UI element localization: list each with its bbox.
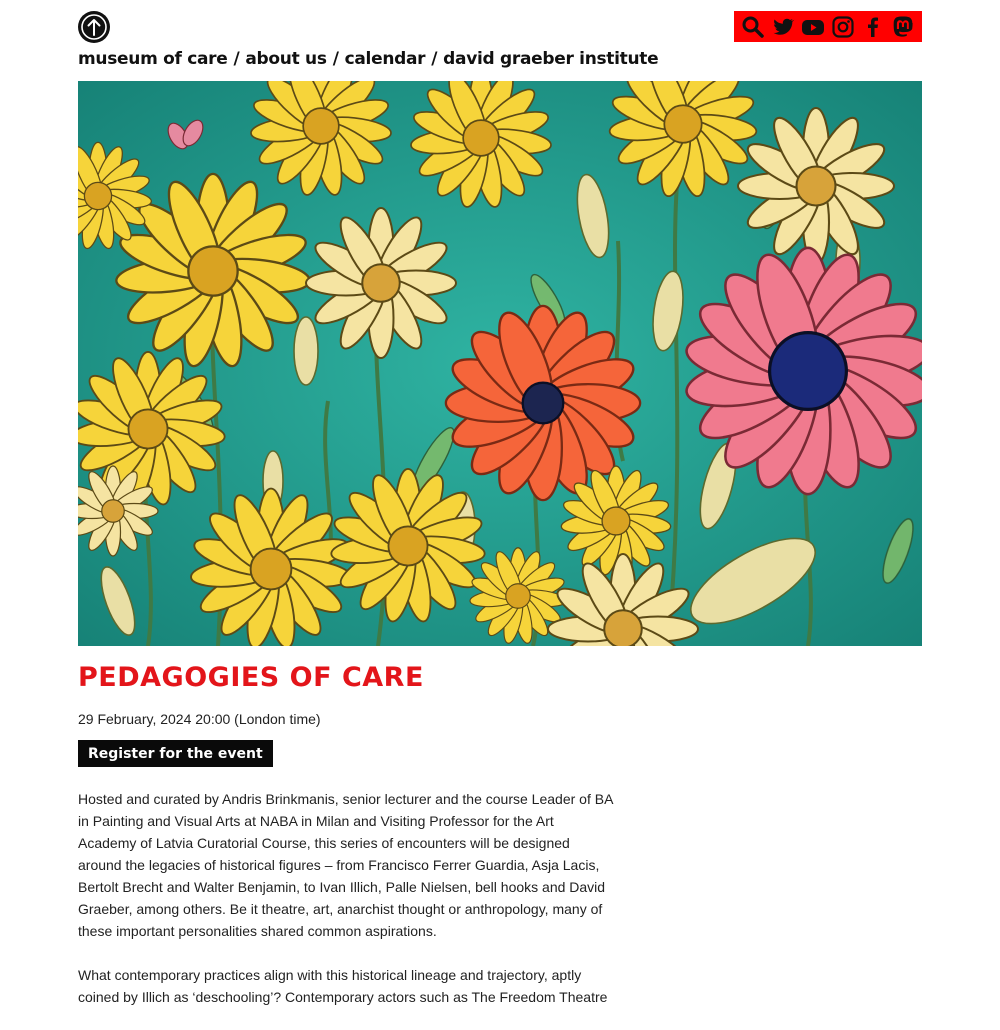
nav-david-graeber-institute[interactable]: david graeber institute [443, 49, 659, 69]
logo-home-button[interactable] [78, 11, 110, 43]
nav-museum-of-care[interactable]: museum of care [78, 49, 228, 69]
paragraph: What contemporary practices align with this historical lineage and trajectory, aptly coined by Illich as ‘deschooling’? Contemporary actors such as The Freedom Theatre [78, 967, 608, 1005]
register-button[interactable]: Register for the event [78, 740, 273, 767]
paragraph: Hosted and curated by Andris Brinkmanis, senior lecturer and the course Leader of BA in Painting and Visual Arts at NABA in Milan and Visiting Professor for the Art Academy of Latvia Curatorial Course, this series of encounters will be designed around the legacies of historical figures – from Francisco Ferrer Guardia, Asja Lacis, Bertolt Brecht and Walter Benjamin, to Ivan Illich, Palle Nielsen, bell hooks and David Graeber, among others. Be it theatre, art, anarchist thought or anthropology, many of these important personalities shared common aspirations. [78, 791, 613, 939]
nav-about-us[interactable]: about us [245, 49, 327, 69]
breadcrumb-separator: / [431, 49, 438, 69]
nav-calendar[interactable]: calendar [344, 49, 426, 69]
page-title: PEDAGOGIES OF CARE [78, 662, 424, 693]
twitter-icon[interactable] [771, 15, 795, 39]
hero-image [78, 81, 922, 646]
facebook-icon[interactable] [861, 15, 885, 39]
breadcrumb-separator: / [233, 49, 240, 69]
up-arrow-circle-icon [78, 11, 110, 43]
instagram-icon[interactable] [831, 15, 855, 39]
event-date: 29 February, 2024 20:00 (London time) [78, 711, 321, 727]
breadcrumb-separator: / [332, 49, 339, 69]
search-icon[interactable] [741, 15, 765, 39]
illustrated-flowers-painting-icon [78, 81, 922, 646]
social-bar [734, 11, 922, 42]
breadcrumb [78, 49, 658, 69]
youtube-icon[interactable] [801, 15, 825, 39]
mastodon-icon[interactable] [891, 15, 915, 39]
event-description [78, 788, 614, 1030]
